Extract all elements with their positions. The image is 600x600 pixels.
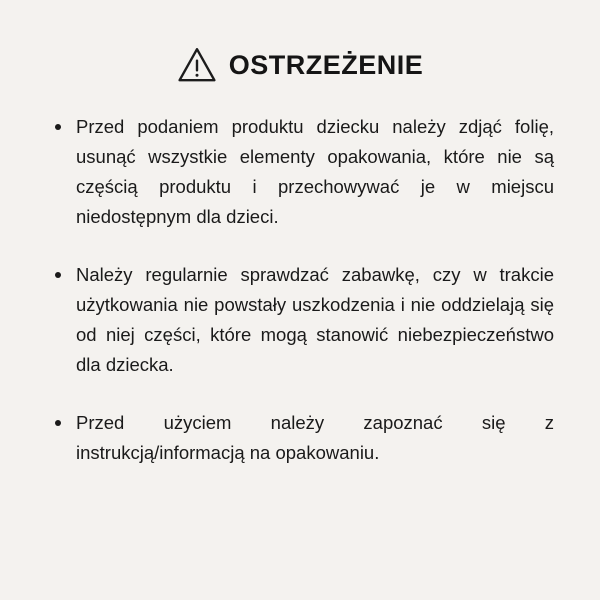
list-item — [48, 408, 554, 468]
warning-text: Przed podaniem produktu dziecku należy zdjąć folię, usunąć wszystkie elementy opakowania, które nie są częścią produktu i przechowywać je w miejscu niedostępnym dla dzieci. — [76, 116, 554, 227]
list-item — [48, 112, 554, 232]
warning-list — [38, 112, 562, 468]
warning-text: Należy regularnie sprawdzać zabawkę, czy w trakcie użytkowania nie powstały uszkodzenia i nie oddzielają się od niej części, które mogą stanowić niebezpieczeństwo dla dziecka. — [76, 263, 554, 375]
page-title: OSTRZEŻENIE — [228, 49, 424, 80]
warning-text: Przed użyciem należy zapoznać się z instrukcją/informacją na opakowaniu. — [76, 411, 554, 463]
warning-header — [38, 46, 562, 84]
list-item — [48, 260, 554, 380]
warning-triangle-icon — [177, 46, 217, 84]
